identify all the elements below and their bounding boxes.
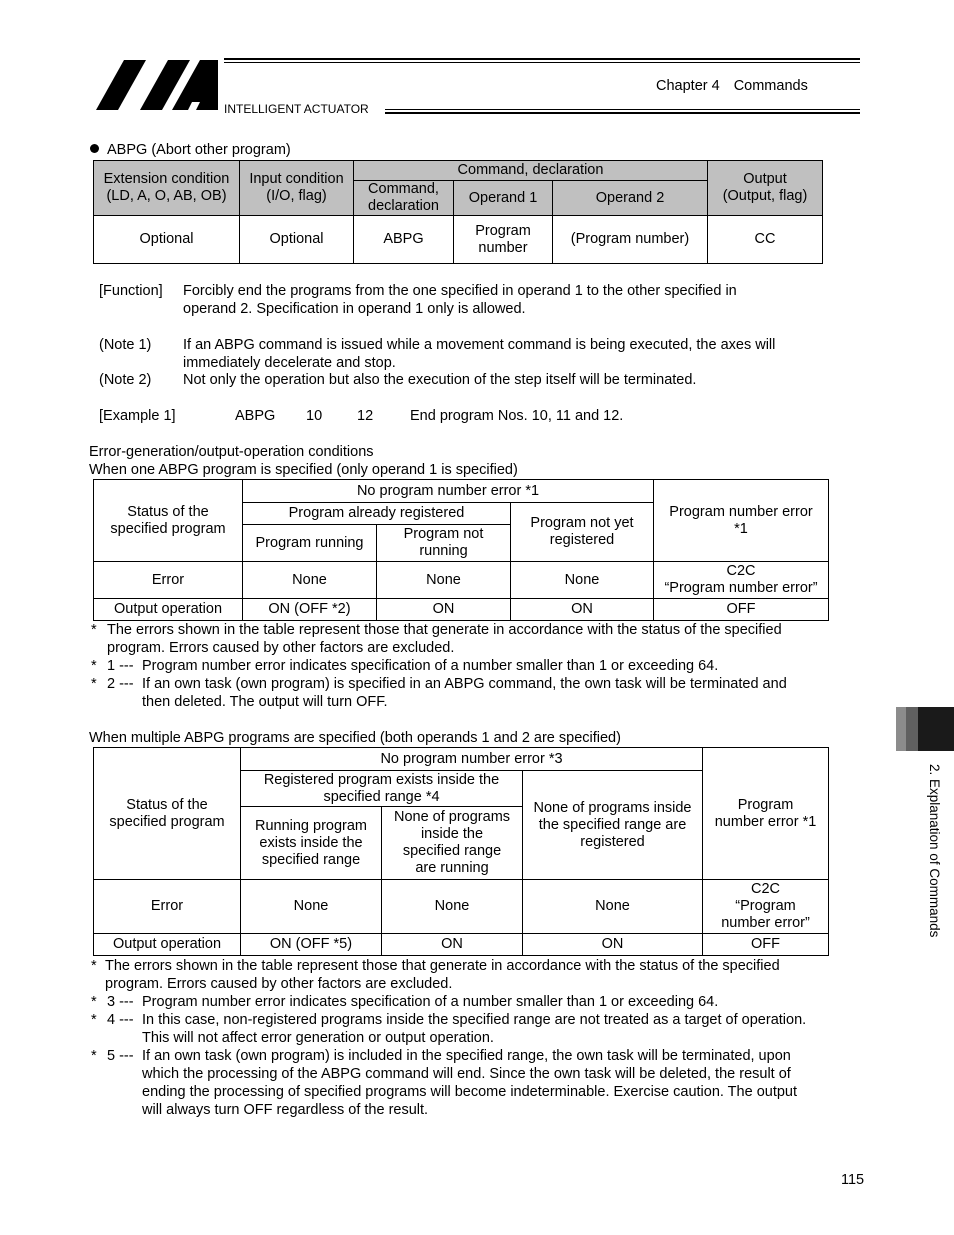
single-program-table	[93, 479, 829, 621]
section-title-text: ABPG (Abort other program)	[107, 142, 291, 158]
example1-label: [Example 1]	[99, 408, 176, 424]
t2-running-range-header: Running program exists inside the specified range	[241, 807, 382, 880]
footnote-number: 3 ---	[107, 994, 134, 1010]
header-rule-bottom-1	[385, 109, 860, 110]
footnote-star: *	[91, 676, 97, 692]
footnote-number: 5 ---	[107, 1048, 134, 1064]
t1-num-error-header: Program number error *1	[654, 480, 829, 562]
cell-input: Optional	[240, 216, 354, 264]
t1-no-error-header: No program number error *1	[243, 480, 654, 503]
t1-error-cell: None	[377, 562, 511, 599]
side-tab-light	[896, 707, 906, 751]
t1-not-registered-header: Program not yet registered	[511, 503, 654, 562]
col-extension-condition: Extension condition (LD, A, O, AB, OB)	[94, 161, 240, 216]
t1-error-cell: C2C “Program number error”	[654, 562, 829, 599]
t1-running-header: Program running	[243, 525, 377, 562]
t1-not-running-header: Program not running	[377, 525, 511, 562]
example1-op1: 10	[306, 408, 323, 424]
side-tab-dark	[918, 707, 954, 751]
footnote-number: 4 ---	[107, 1012, 134, 1028]
t2-error-cell: C2C “Program number error”	[703, 880, 829, 934]
footnote-text: Program number error indicates specification of a number smaller than 1 or exceeding 64.	[142, 994, 719, 1010]
t1-error-cell: None	[243, 562, 377, 599]
t1-output-cell: ON	[377, 599, 511, 621]
multi-title: When multiple ABPG programs are specified (both operands 1 and 2 are specified)	[89, 730, 621, 746]
t1-output-cell: ON (OFF *2)	[243, 599, 377, 621]
iai-logo	[96, 58, 220, 112]
t2-output-cell: ON (OFF *5)	[241, 934, 382, 956]
example1-desc: End program Nos. 10, 11 and 12.	[410, 408, 624, 424]
col-command: Command, declaration	[354, 181, 454, 216]
page-number: 115	[841, 1172, 865, 1188]
t2-output-cell: ON	[382, 934, 523, 956]
chapter-title: Commands	[733, 78, 808, 94]
t2-error-cell: None	[523, 880, 703, 934]
note1-text: If an ABPG command is issued while a movement command is being executed, the axes will immediately decelerate and stop.	[183, 337, 776, 371]
footnote-star: *	[91, 1048, 97, 1064]
t2-error-cell: None	[241, 880, 382, 934]
chapter-label	[656, 78, 808, 94]
header-rule-top-1	[224, 58, 860, 60]
footnote-star: *	[91, 1012, 97, 1028]
col-command-group: Command, declaration	[354, 161, 708, 181]
t2-output-cell: ON	[523, 934, 703, 956]
footnote-number: 1 ---	[107, 658, 134, 674]
side-tab-label: 2. Explanation of Commands	[927, 764, 942, 938]
note1-label: (Note 1)	[99, 337, 152, 353]
function-label: [Function]	[99, 283, 163, 299]
t1-output-label: Output operation	[94, 599, 243, 621]
bullet-icon	[90, 144, 99, 153]
footnote-number: 2 ---	[107, 676, 134, 692]
col-operand-1: Operand 1	[454, 181, 553, 216]
conditions-title: Error-generation/output-operation conditions	[89, 444, 374, 460]
t1-output-cell: ON	[511, 599, 654, 621]
footnote-text: If an own task (own program) is included in the specified range, the own task will be terminated, upon which the processing of the ABPG command will end. Since the own task will be deleted, the result of ending the processing of specified programs will become indeterminable. Exercise caution. The output will always turn OFF regardless of the result.	[142, 1048, 798, 1118]
t2-error-label: Error	[94, 880, 241, 934]
t2-none-registered-header: None of programs inside the specified range are registered	[523, 771, 703, 880]
footnote-text: The errors shown in the table represent those that generate in accordance with the status of the specified program. Errors caused by other factors are excluded.	[105, 958, 780, 992]
t1-error-cell: None	[511, 562, 654, 599]
t1-status-header: Status of the specified program	[94, 480, 243, 562]
function-text: Forcibly end the programs from the one specified in operand 1 to the other specified in operand 2. Specification in operand 1 only is allowed.	[183, 283, 737, 317]
side-tab-mid	[906, 707, 918, 751]
t1-error-label: Error	[94, 562, 243, 599]
t2-num-error-header: Program number error *1	[703, 748, 829, 880]
example1-cmd: ABPG	[235, 408, 276, 424]
header-rule-top-2	[224, 62, 860, 63]
section-title	[90, 142, 291, 158]
command-table	[93, 160, 823, 264]
t2-no-error-header: No program number error *3	[241, 748, 703, 771]
t2-output-cell: OFF	[703, 934, 829, 956]
cell-operand-1: Program number	[454, 216, 553, 264]
footnote-text: If an own task (own program) is specified in an ABPG command, the own task will be terminated and then deleted. The output will turn OFF.	[142, 676, 787, 710]
cell-extension: Optional	[94, 216, 240, 264]
footnote-star: *	[91, 622, 97, 638]
note2-label: (Note 2)	[99, 372, 152, 388]
t1-output-cell: OFF	[654, 599, 829, 621]
footnote-star: *	[91, 958, 97, 974]
note2-text: Not only the operation but also the execution of the step itself will be terminated.	[183, 372, 697, 388]
t2-status-header: Status of the specified program	[94, 748, 241, 880]
col-input-condition: Input condition (I/O, flag)	[240, 161, 354, 216]
multi-program-table	[93, 747, 829, 956]
single-title: When one ABPG program is specified (only operand 1 is specified)	[89, 462, 518, 478]
footnote-text: In this case, non-registered programs inside the specified range are not treated as a target of operation. This will not affect error generation or output operation.	[142, 1012, 807, 1046]
header-rule-bottom-2	[385, 112, 860, 114]
footnote-text: The errors shown in the table represent those that generate in accordance with the status of the specified program. Errors caused by other factors are excluded.	[107, 622, 782, 656]
footnote-star: *	[91, 658, 97, 674]
t2-error-cell: None	[382, 880, 523, 934]
cell-command: ABPG	[354, 216, 454, 264]
footnote-star: *	[91, 994, 97, 1010]
footnote-text: Program number error indicates specification of a number smaller than 1 or exceeding 64.	[142, 658, 719, 674]
t2-output-label: Output operation	[94, 934, 241, 956]
col-operand-2: Operand 2	[553, 181, 708, 216]
t2-none-running-header: None of programs inside the specified range are running	[382, 807, 523, 880]
cell-output: CC	[708, 216, 823, 264]
t2-registered-range-header: Registered program exists inside the specified range *4	[241, 771, 523, 807]
cell-operand-2: (Program number)	[553, 216, 708, 264]
brand-text: INTELLIGENT ACTUATOR	[224, 102, 369, 116]
example1-op2: 12	[357, 408, 374, 424]
t1-registered-header: Program already registered	[243, 503, 511, 525]
col-output: Output (Output, flag)	[708, 161, 823, 216]
chapter-number: Chapter 4	[656, 78, 720, 94]
